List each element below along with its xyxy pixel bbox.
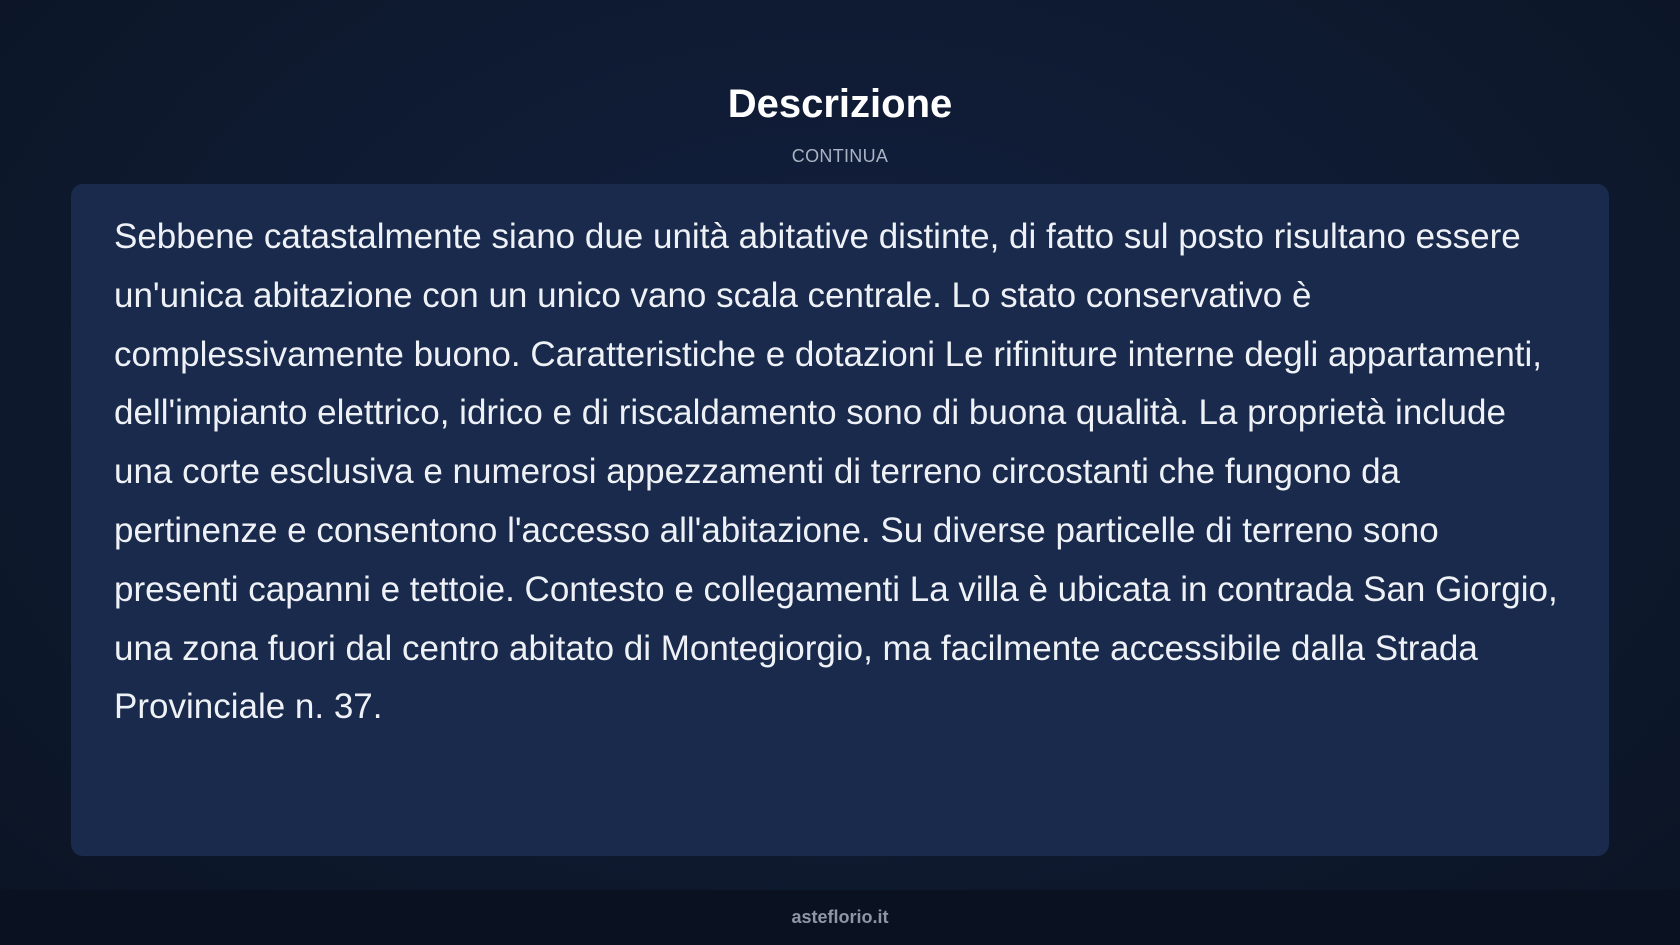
description-card (71, 184, 1609, 856)
page-title: Descrizione (727, 82, 953, 126)
description-text: Sebbene catastalmente siano due unità abitative distinte, di fatto sul posto risultano essere un'unica abitazione con un unico vano scala centrale. Lo stato conservativo è complessivamente buono. Caratteristiche e dotazioni Le rifiniture interne degli appartamenti, dell'impianto elettrico, idrico e di riscaldamento sono di buona qualità. La proprietà include una corte esclusiva e numerosi appezzamenti di terreno circostanti che fungono da pertinenze e consentono l'accesso all'abitazione. Su diverse particelle di terreno sono presenti capanni e tettoie. Contesto e collegamenti La villa è ubicata in contrada San Giorgio, una zona fuori dal centro abitato di Montegiorgio, ma facilmente accessibile dalla Strada Provinciale n. 37. (114, 217, 1558, 727)
footer-site-name: asteflorio.it (791, 907, 889, 927)
continue-link[interactable]: CONTINUA (791, 146, 889, 166)
footer (0, 890, 1680, 945)
